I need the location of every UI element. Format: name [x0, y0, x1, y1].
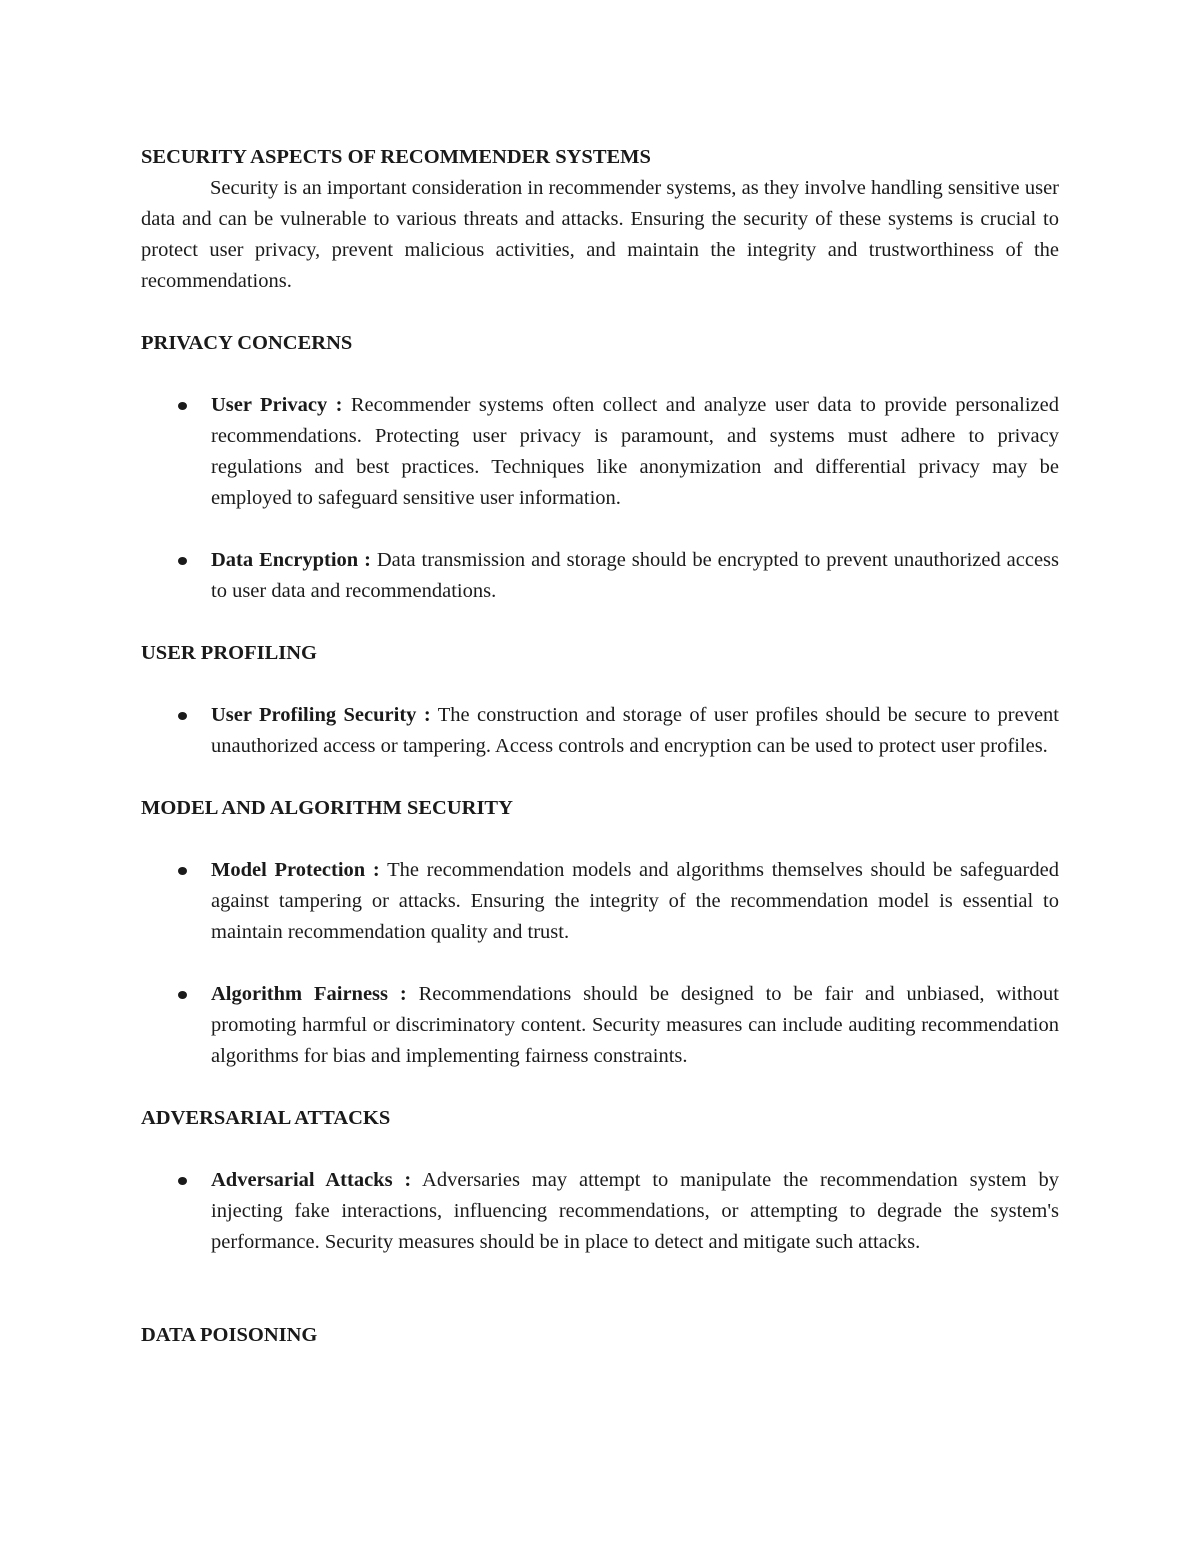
bullet-text: The construction and storage of user profiles should be secure to prevent unauthorized access or tampering. Access controls and encryption can be used to protect user profiles.	[211, 704, 1060, 757]
bullet-term: Algorithm Fairness :	[211, 983, 407, 1005]
section-data-poisoning	[141, 1320, 1059, 1351]
section-heading: DATA POISONING	[141, 1324, 318, 1346]
bullet-icon	[178, 712, 187, 720]
bullet-icon	[178, 557, 187, 565]
section-heading: ADVERSARIAL ATTACKS	[141, 1107, 391, 1129]
section-user-profiling	[141, 638, 1059, 762]
list-item	[141, 979, 1059, 1072]
bullet-list	[141, 855, 1059, 1072]
list-item	[141, 545, 1059, 607]
bullet-icon	[178, 402, 187, 410]
bullet-icon	[178, 867, 187, 875]
document-body	[141, 142, 1059, 1351]
section-heading: USER PROFILING	[141, 642, 317, 664]
bullet-text: The recommendation models and algorithms themselves should be safeguarded against tampering or attacks. Ensuring the integrity of the recommendation model is essential to maintain recommendation quality and trust.	[211, 859, 1059, 943]
bullet-term: User Privacy :	[211, 394, 343, 416]
list-item	[141, 855, 1059, 948]
bullet-icon	[178, 991, 187, 999]
bullet-icon	[178, 1177, 187, 1185]
bullet-term: User Profiling Security :	[211, 704, 431, 726]
bullet-text: Recommender systems often collect and analyze user data to provide personalized recommendations. Protecting user privacy is paramount, and systems must adhere to privacy regulations and best practices. Techniques like anonymization and differential privacy may be employed to safeguard sensitive user information.	[211, 394, 1059, 509]
bullet-text: Adversaries may attempt to manipulate the recommendation system by injecting fake interactions, influencing recommendations, or attempting to degrade the system's performance. Security measures should be in place to detect and mitigate such attacks.	[211, 1169, 1059, 1253]
intro-paragraph: Security is an important consideration in recommender systems, as they involve handling sensitive user data and can be vulnerable to various threats and attacks. Ensuring the security of these systems is crucial to protect user privacy, prevent malicious activities, and maintain the integrity and trustworthiness of the recommendations.	[141, 177, 1059, 292]
section-heading: PRIVACY CONCERNS	[141, 332, 353, 354]
section-adversarial-attacks	[141, 1103, 1059, 1258]
bullet-list	[141, 700, 1059, 762]
section-privacy-concerns	[141, 328, 1059, 607]
list-item	[141, 1165, 1059, 1258]
bullet-list	[141, 1165, 1059, 1258]
bullet-text: Recommendations should be designed to be fair and unbiased, without promoting harmful or discriminatory content. Security measures can include auditing recommendation algorithms for bias and implementing fairness constraints.	[211, 983, 1059, 1067]
bullet-list	[141, 390, 1059, 607]
section-heading: MODEL AND ALGORITHM SECURITY	[141, 797, 513, 819]
bullet-text: Data transmission and storage should be encrypted to prevent unauthorized access to user data and recommendations.	[211, 549, 1059, 602]
bullet-term: Adversarial Attacks :	[211, 1169, 412, 1191]
list-item	[141, 700, 1059, 762]
list-item	[141, 390, 1059, 514]
bullet-term: Data Encryption :	[211, 549, 371, 571]
bullet-term: Model Protection :	[211, 859, 380, 881]
document-title: SECURITY ASPECTS OF RECOMMENDER SYSTEMS	[141, 146, 651, 168]
section-model-algorithm-security	[141, 793, 1059, 1072]
